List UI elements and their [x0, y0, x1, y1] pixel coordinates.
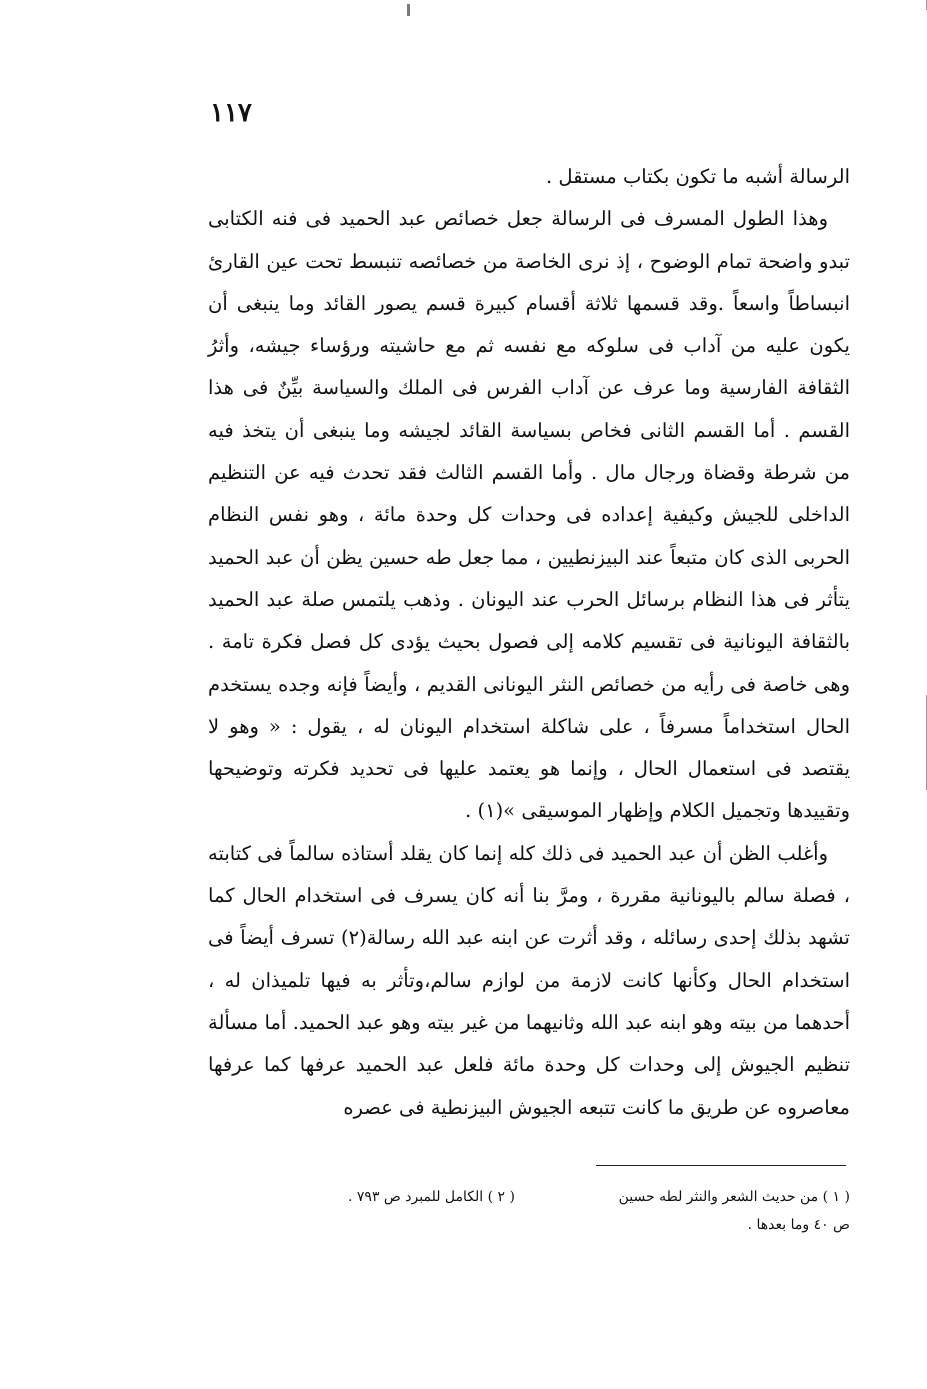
footnote-1: ( ١ ) من حديث الشعر والنثر لطه حسين [618, 1189, 850, 1205]
footnote-row [270, 1183, 850, 1211]
paragraph-continuation: الرسالة أشبه ما تكون بكتاب مستقل . [546, 165, 850, 188]
footnote-divider [596, 1165, 846, 1166]
page-number: ١١٧ [210, 98, 252, 128]
paragraph: وأغلب الظن أن عبد الحميد فى ذلك كله إنما كان يقلد أستاذه سالماً فى كتابته ، فصلة سالم باليونانية مقررة ، ومرَّ بنا أنه كان يسرف فى استخدام الحال كما تشهد بذلك إحدى رسائله ، وقد أثرت عن ابنه عبد الله رسالة(٢) تسرف أيضاً فى استخدام الحال وكأنها كانت لازمة من لوازم سالم،وتأثر به فيها تلميذان له ، أحدهما من بيته وهو ابنه عبد الله وثانيهما من غير بيته وهو عبد الحميد. أما مسألة تنظيم الجيوش إلى وحدات كل وحدة مائة فلعل عبد الحميد عرفها كما عرفها معاصروه عن طريق ما كانت تتبعه الجيوش البيزنطية فى عصره [208, 841, 851, 1119]
footnotes [270, 1183, 850, 1239]
paragraph: وهذا الطول المسرف فى الرسالة جعل خصائص عبد الحميد فى فنه الكتابى تبدو واضحة تمام الوضوح ، إذ نرى الخاصة من خصائصه تنبسط تحت عين القارئ انبساطاً واسعاً .وقد قسمها ثلاثة أقسام كبيرة قسم يصور القائد وما ينبغى أن يكون عليه من آداب فى سلوكه مع نفسه ثم مع حاشيته ورؤساء جيشه، وأثرُ الثقافة الفارسية وما عرف عن آداب الفرس فى الملك والسياسة بيِّنٌ فى هذا القسم . أما القسم الثانى فخاص بسياسة القائد لجيشه وما ينبغى أن يتخذ فيه من شرطة وقضاة ورجال مال . وأما القسم الثالث فقد تحدث فيه عن التنظيم الداخلى للجيش وكيفية إعداده فى وحدات كل وحدة مائة ، وهو نفس النظام الحربى الذى كان متبعاً عند البيزنطيين ، مما جعل طه حسين يظن أن عبد الحميد يتأثر فى هذا النظام برسائل الحرب عند اليونان . وذهب يلتمس صلة عبد الحميد بالثقافة اليونانية فى تقسيم كلامه إلى فصول بحيث يؤدى كل فصل فكرة تامة . وهى خاصة فى رأيه من خصائص النثر اليونانى القديم ، وأيضاً فإنه وجده يستخدم الحال استخداماً مسرفاً ، على شاكلة استخدام اليونان له ، يقول : « وهو لا يقتصد فى استعمال الحال ، وإنما هو يعتمد عليها فى تحديد فكرته وتوضيحها وتقييدها وتجميل الكلام وإظهار الموسيقى »(١) . [208, 207, 850, 823]
footnote-1-continuation: ص ٤٠ وما بعدها . [747, 1217, 850, 1233]
scan-mark [407, 4, 410, 16]
footnote-2: ( ٢ ) الكامل للمبرد ص ٧٩٣ . [348, 1189, 515, 1205]
body-text [208, 156, 850, 1129]
